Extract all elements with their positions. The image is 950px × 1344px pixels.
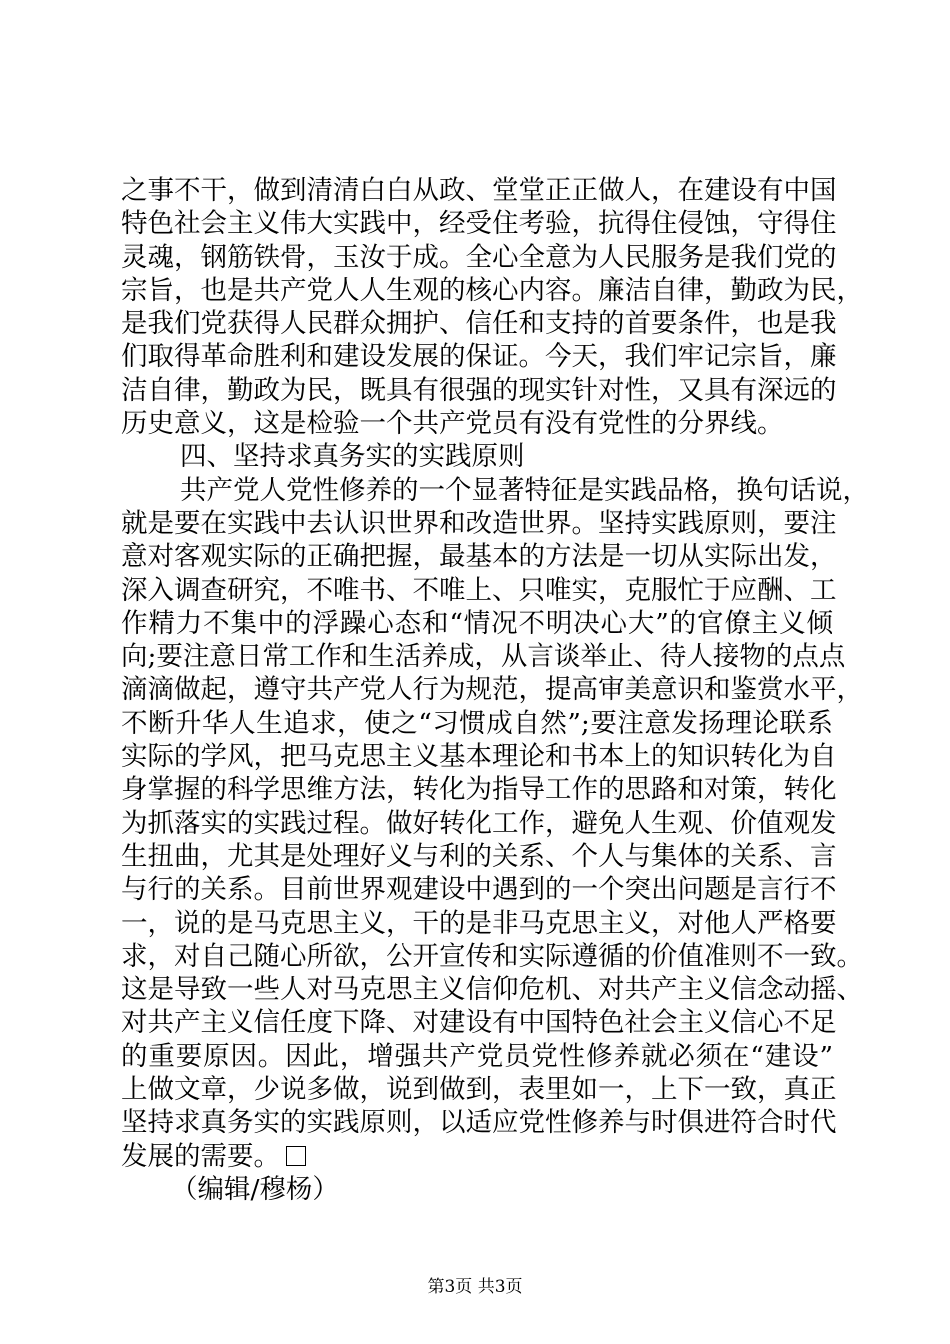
page-footer — [0, 1276, 950, 1298]
text-line: 一，说的是马克思主义，干的是非马克思主义，对他人严格要 — [121, 907, 837, 939]
text-line: 宗旨，也是共产党人人生观的核心内容。廉洁自律，勤政为民， — [121, 274, 863, 306]
text-line: 灵魂，钢筋铁骨，玉汝于成。全心全意为人民服务是我们党的 — [121, 241, 837, 273]
section-heading: 四、坚持求真务实的实践原则 — [180, 441, 525, 473]
text-line: 实际的学风，把马克思主义基本理论和书本上的知识转化为自 — [121, 741, 837, 773]
text-line: 不断升华人生追求，使之“习惯成自然”;要注意发扬理论联系 — [121, 707, 833, 739]
text-line: 作精力不集中的浮躁心态和“情况不明决心大”的官僚主义倾 — [121, 607, 833, 639]
text-line: 历史意义，这是检验一个共产党员有没有党性的分界线。 — [121, 408, 784, 440]
text-line: 特色社会主义伟大实践中，经受住考验，抗得住侵蚀，守得住 — [121, 208, 837, 240]
text-line-end — [121, 1140, 833, 1173]
text-line: 求，对自己随心所欲，公开宣传和实际遵循的价值准则不一致。 — [121, 940, 863, 972]
document-body — [121, 174, 869, 1206]
text-line: 们取得革命胜利和建设发展的保证。今天，我们牢记宗旨，廉 — [121, 341, 837, 373]
text-line: 坚持求真务实的实践原则，以适应党性修养与时俱进符合时代 — [121, 1107, 837, 1139]
end-mark-icon — [286, 1146, 306, 1166]
text-line: 就是要在实践中去认识世界和改造世界。坚持实践原则，要注 — [121, 507, 837, 539]
text-line: 与行的关系。目前世界观建设中遇到的一个突出问题是言行不 — [121, 874, 837, 906]
text-line: 意对客观实际的正确把握，最基本的方法是一切从实际出发， — [121, 541, 837, 573]
text-line: 生扭曲，尤其是处理好义与利的关系、个人与集体的关系、言 — [121, 840, 837, 872]
text-line: 对共产主义信任度下降、对建设有中国特色社会主义信心不足 — [121, 1007, 837, 1039]
text-line: 滴滴做起，遵守共产党人行为规范，提高审美意识和鉴赏水平， — [121, 674, 863, 706]
page-number: 第3页 共3页 — [427, 1277, 523, 1297]
text-line: 发展的需要。 — [121, 1140, 280, 1172]
text-line: 共产党人党性修养的一个显著特征是实践品格，换句话说， — [180, 474, 869, 506]
text-line: 的重要原因。因此，增强共产党员党性修养就必须在“建设” — [121, 1040, 833, 1072]
text-line: 是我们党获得人民群众拥护、信任和支持的首要条件，也是我 — [121, 308, 837, 340]
text-line: 洁自律，勤政为民，既具有很强的现实针对性，又具有深远的 — [121, 374, 837, 406]
text-line: 为抓落实的实践过程。做好转化工作，避免人生观、价值观发 — [121, 807, 837, 839]
text-line: 之事不干，做到清清白白从政、堂堂正正做人，在建设有中国 — [121, 175, 837, 206]
text-line: 向;要注意日常工作和生活养成，从言谈举止、待人接物的点点 — [121, 641, 846, 673]
editor-credit: （编辑/穆杨） — [171, 1173, 339, 1205]
text-line: 深入调查研究，不唯书、不唯上、只唯实，克服忙于应酬、工 — [121, 574, 837, 606]
text-line: 上做文章，少说多做，说到做到，表里如一，上下一致，真正 — [121, 1074, 837, 1106]
text-line: 这是导致一些人对马克思主义信仰危机、对共产主义信念动摇、 — [121, 974, 863, 1006]
text-line: 身掌握的科学思维方法，转化为指导工作的思路和对策，转化 — [121, 774, 837, 806]
